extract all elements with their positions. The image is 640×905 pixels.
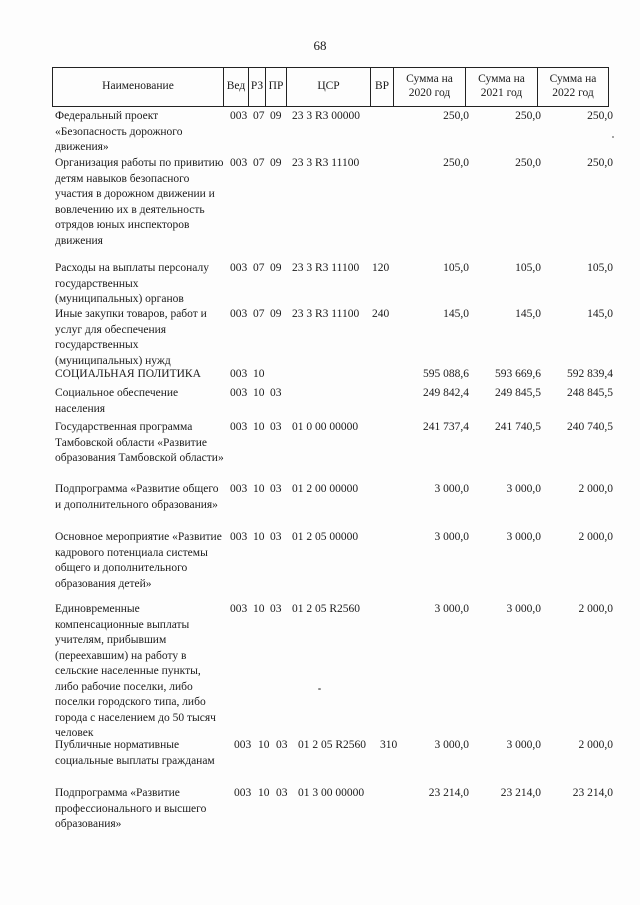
row-pr: 09 xyxy=(270,262,282,274)
row-pr: 03 xyxy=(276,787,288,799)
header-ved: Вед xyxy=(223,67,248,107)
row-sum-2022: 248 845,5 xyxy=(567,387,613,399)
row-rz: 10 xyxy=(253,421,265,433)
row-sum-2022: 250,0 xyxy=(587,110,613,122)
row-sum-2021: 105,0 xyxy=(515,262,541,274)
row-sum-2022: 250,0 xyxy=(587,157,613,169)
row-ved: 003 xyxy=(234,787,252,799)
row-sum-2022: 2 000,0 xyxy=(578,739,613,751)
row-sum-2021: 145,0 xyxy=(515,308,541,320)
row-ved: 003 xyxy=(230,262,248,274)
row-sum-2020: 241 737,4 xyxy=(423,421,469,433)
row-sum-2021: 241 740,5 xyxy=(495,421,541,433)
row-csr: 01 2 05 R2560 xyxy=(298,739,367,751)
row-sum-2020: 249 842,4 xyxy=(423,387,469,399)
row-ved: 003 xyxy=(230,308,248,320)
row-name: Социальное обеспечение населения xyxy=(55,387,179,415)
row-sum-2020: 250,0 xyxy=(443,110,469,122)
row-pr: 03 xyxy=(270,387,282,399)
row-sum-2020: 105,0 xyxy=(443,262,469,274)
row-sum-2021: 3 000,0 xyxy=(506,531,541,543)
row-sum-2022: 2 000,0 xyxy=(578,531,613,543)
row-csr: 01 2 05 R2560 xyxy=(292,603,361,615)
row-sum-2020: 250,0 xyxy=(443,157,469,169)
row-ved: 003 xyxy=(234,739,252,751)
row-sum-2020: 145,0 xyxy=(443,308,469,320)
row-pr: 03 xyxy=(276,739,288,751)
scan-speck xyxy=(612,136,614,138)
row-rz: 10 xyxy=(253,387,265,399)
row-pr: 03 xyxy=(270,421,282,433)
row-csr: 01 2 05 00000 xyxy=(292,531,359,543)
row-sum-2022: 23 214,0 xyxy=(572,787,613,799)
row-ved: 003 xyxy=(230,110,248,122)
row-sum-2021: 3 000,0 xyxy=(506,739,541,751)
row-rz: 10 xyxy=(253,483,265,495)
row-sum-2020: 3 000,0 xyxy=(434,483,469,495)
row-rz: 07 xyxy=(253,262,265,274)
row-csr: 01 2 00 00000 xyxy=(292,483,359,495)
row-csr: 01 3 00 00000 xyxy=(298,787,365,799)
row-name: Расходы на выплаты персоналу государственных (муниципальных) органов xyxy=(55,262,209,305)
row-sum-2022: 2 000,0 xyxy=(578,603,613,615)
row-vr: 310 xyxy=(380,739,398,751)
row-sum-2021: 249 845,5 xyxy=(495,387,541,399)
row-ved: 003 xyxy=(230,531,248,543)
row-name: Подпрограмма «Развитие профессионального и высшего образования» xyxy=(55,787,207,830)
row-sum-2021: 593 669,6 xyxy=(495,368,541,380)
row-name: СОЦИАЛЬНАЯ ПОЛИТИКА xyxy=(55,368,201,380)
header-sum-2020: Сумма на 2020 год xyxy=(393,67,465,107)
row-csr: 01 0 00 00000 xyxy=(292,421,359,433)
row-sum-2021: 3 000,0 xyxy=(506,603,541,615)
row-sum-2022: 240 740,5 xyxy=(567,421,613,433)
header-vr: ВР xyxy=(370,67,393,107)
row-rz: 07 xyxy=(253,110,265,122)
row-csr: 23 3 R3 00000 xyxy=(292,110,361,122)
row-pr: 03 xyxy=(270,603,282,615)
row-ved: 003 xyxy=(230,483,248,495)
row-pr: 09 xyxy=(270,110,282,122)
row-rz: 07 xyxy=(253,308,265,320)
row-name: Единовременные компенсационные выплаты учителям, прибывшим (переехавшим) на работу в сельские населенные пункты, либо рабочие поселки, либо поселки городского типа, либо города с населением до 50 тысяч человек xyxy=(55,603,216,739)
row-sum-2021: 250,0 xyxy=(515,110,541,122)
row-name: Государственная программа Тамбовской области «Развитие образования Тамбовской области» xyxy=(55,421,224,464)
row-sum-2020: 3 000,0 xyxy=(434,531,469,543)
row-pr: 03 xyxy=(270,483,282,495)
row-pr: 03 xyxy=(270,531,282,543)
row-rz: 10 xyxy=(258,787,270,799)
page-number: 68 xyxy=(313,38,327,53)
row-csr: 23 3 R3 11100 xyxy=(292,157,360,169)
row-ved: 003 xyxy=(230,387,248,399)
row-sum-2022: 145,0 xyxy=(587,308,613,320)
scan-speck xyxy=(318,688,321,690)
row-vr: 240 xyxy=(372,308,390,320)
row-sum-2020: 3 000,0 xyxy=(434,739,469,751)
row-rz: 10 xyxy=(258,739,270,751)
row-ved: 003 xyxy=(230,157,248,169)
row-ved: 003 xyxy=(230,368,248,380)
row-ved: 003 xyxy=(230,421,248,433)
header-pr: ПР xyxy=(265,67,286,107)
row-sum-2020: 23 214,0 xyxy=(428,787,469,799)
header-name: Наименование xyxy=(52,67,223,107)
row-sum-2020: 595 088,6 xyxy=(423,368,469,380)
row-csr: 23 3 R3 11100 xyxy=(292,308,360,320)
row-rz: 10 xyxy=(253,368,265,380)
row-sum-2021: 23 214,0 xyxy=(500,787,541,799)
row-name: Иные закупки товаров, работ и услуг для обеспечения государственных (муниципальных) нужд xyxy=(55,308,207,367)
row-sum-2022: 2 000,0 xyxy=(578,483,613,495)
header-rz: РЗ xyxy=(248,67,265,107)
row-name: Подпрограмма «Развитие общего и дополнительного образования» xyxy=(55,483,219,511)
row-name: Основное мероприятие «Развитие кадрового потенциала системы общего и дополнительного образования детей» xyxy=(55,531,222,590)
row-ved: 003 xyxy=(230,603,248,615)
row-pr: 09 xyxy=(270,157,282,169)
header-sum-2021: Сумма на 2021 год xyxy=(465,67,537,107)
row-csr: 23 3 R3 11100 xyxy=(292,262,360,274)
row-sum-2021: 250,0 xyxy=(515,157,541,169)
row-sum-2022: 105,0 xyxy=(587,262,613,274)
row-vr: 120 xyxy=(372,262,390,274)
row-sum-2021: 3 000,0 xyxy=(506,483,541,495)
row-rz: 10 xyxy=(253,603,265,615)
row-name: Организация работы по привитию детям навыков безопасного участия в дорожном движении и вовлечению их в деятельность отрядов юных инспекторов движения xyxy=(55,157,224,247)
row-sum-2022: 592 839,4 xyxy=(567,368,613,380)
row-pr: 09 xyxy=(270,308,282,320)
header-sum-2022: Сумма на 2022 год xyxy=(537,67,609,107)
row-rz: 10 xyxy=(253,531,265,543)
header-csr: ЦСР xyxy=(286,67,370,107)
row-name: Публичные нормативные социальные выплаты гражданам xyxy=(55,739,215,767)
row-sum-2020: 3 000,0 xyxy=(434,603,469,615)
row-rz: 07 xyxy=(253,157,265,169)
row-name: Федеральный проект «Безопасность дорожного движения» xyxy=(55,110,183,153)
